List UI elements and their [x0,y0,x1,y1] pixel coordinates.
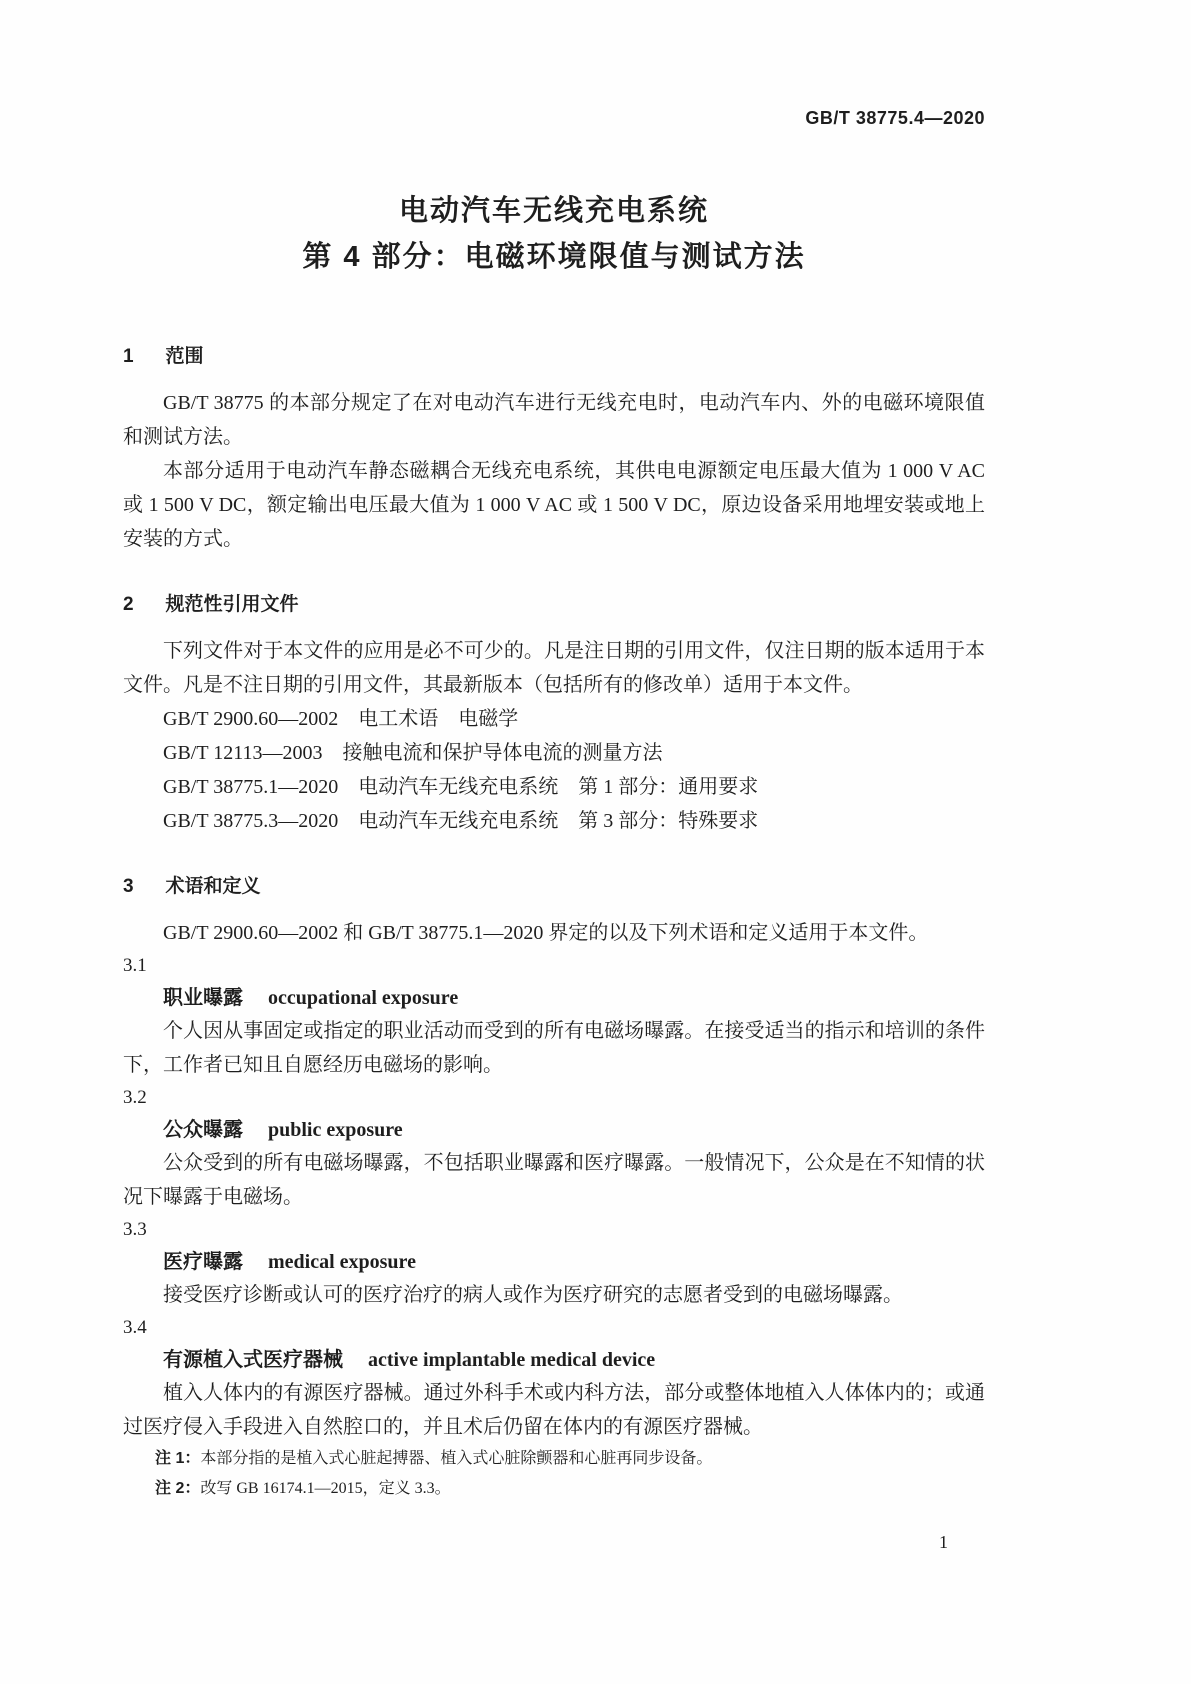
term-entry [123,1312,985,1504]
section-heading [123,344,985,370]
term-name-zh: 有源植入式医疗器械 [163,1349,343,1371]
page-number: 1 [939,1532,948,1552]
note-label: 注 1： [155,1450,201,1467]
term-note [123,1444,985,1474]
section-heading [123,592,985,618]
term-definition: 公众受到的所有电磁场曝露，不包括职业曝露和医疗曝露。一般情况下，公众是在不知情的状况下曝露于电磁场。 [123,1152,985,1208]
term-name-zh: 职业曝露 [163,987,243,1009]
term-name [123,1344,985,1376]
paragraph: 本部分适用于电动汽车静态磁耦合无线充电系统，其供电电源额定电压最大值为 1 000 V AC 或 1 500 V DC，额定输出电压最大值为 1 000 V AC 或 1 500 V DC，原边设备采用地埋安装或地上安装的方式。 [123,460,985,550]
section-scope [123,344,985,556]
term-entry [123,1082,985,1214]
term-name-en: active implantable medical device [368,1349,656,1371]
term-name-en: occupational exposure [268,987,459,1009]
term-number: 3.1 [123,955,147,976]
standard-number: GB/T 38775.4—2020 [805,108,985,128]
term-definition: 植入人体内的有源医疗器械。通过外科手术或内科方法，部分或整体地植入人体体内的；或通过医疗侵入手段进入自然腔口的，并且术后仍留在体内的有源医疗器械。 [123,1382,985,1438]
term-definition: 接受医疗诊断或认可的医疗治疗的病人或作为医疗研究的志愿者受到的电磁场曝露。 [163,1284,903,1306]
section-terms-definitions [123,874,985,1504]
section-number: 3 [123,876,134,897]
term-number: 3.2 [123,1087,147,1108]
paragraph: GB/T 38775 的本部分规定了在对电动汽车进行无线充电时，电动汽车内、外的电磁环境限值和测试方法。 [123,392,985,448]
term-entry [123,1214,985,1312]
note-text: 改写 GB 16174.1—2015，定义 3.3。 [200,1480,451,1497]
reference-item: GB/T 2900.60—2002 电工术语 电磁学 [163,708,519,730]
document-title-line2: 第 4 部分：电磁环境限值与测试方法 [302,241,806,273]
reference-item: GB/T 12113—2003 接触电流和保护导体电流的测量方法 [163,742,663,764]
document-title-line1: 电动汽车无线充电系统 [398,195,709,227]
term-name-zh: 公众曝露 [163,1119,243,1141]
term-note [123,1474,985,1504]
section-number: 2 [123,594,134,615]
term-name-en: medical exposure [268,1251,416,1273]
term-name [123,1114,985,1146]
term-name-zh: 医疗曝露 [163,1251,243,1273]
term-number: 3.3 [123,1219,147,1240]
reference-item: GB/T 38775.1—2020 电动汽车无线充电系统 第 1 部分：通用要求 [163,776,759,798]
paragraph: 下列文件对于本文件的应用是必不可少的。凡是注日期的引用文件，仅注日期的版本适用于本文件。凡是不注日期的引用文件，其最新版本（包括所有的修改单）适用于本文件。 [123,640,985,696]
term-entry [123,950,985,1082]
note-label: 注 2： [155,1480,201,1497]
section-title: 范围 [165,346,204,367]
section-normative-references [123,592,985,838]
section-title: 术语和定义 [165,876,261,897]
reference-item: GB/T 38775.3—2020 电动汽车无线充电系统 第 3 部分：特殊要求 [163,810,759,832]
term-definition: 个人因从事固定或指定的职业活动而受到的所有电磁场曝露。在接受适当的指示和培训的条件下，工作者已知且自愿经历电磁场的影响。 [123,1020,985,1076]
term-name [123,1246,985,1278]
note-text: 本部分指的是植入式心脏起搏器、植入式心脏除颤器和心脏再同步设备。 [200,1450,713,1467]
document-title [123,188,985,280]
term-name-en: public exposure [268,1119,403,1141]
section-title: 规范性引用文件 [165,594,299,615]
term-number: 3.4 [123,1317,147,1338]
section-number: 1 [123,346,134,367]
section-heading [123,874,985,900]
paragraph: GB/T 2900.60—2002 和 GB/T 38775.1—2020 界定的以及下列术语和定义适用于本文件。 [163,922,929,944]
term-name [123,982,985,1014]
